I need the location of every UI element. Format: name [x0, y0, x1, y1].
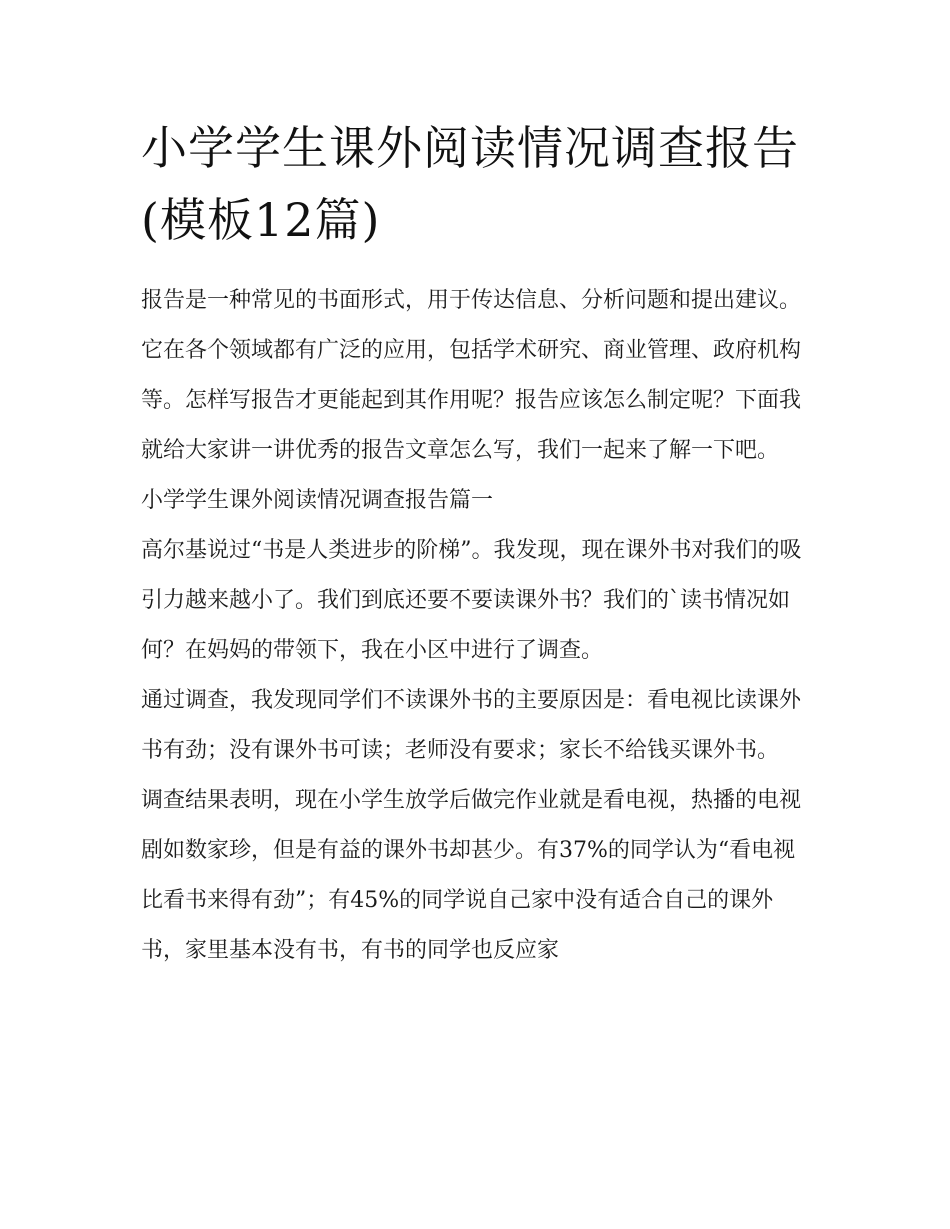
- body-paragraph-1: 高尔基说过“书是人类进步的阶梯”。我发现，现在课外书对我们的吸引力越来越小了。我们到底还要不要读课外书？我们的`读书情况如何？在妈妈的带领下，我在小区中进行了调查。: [141, 538, 802, 663]
- body-paragraph-2: 通过调查，我发现同学们不读课外书的主要原因是：看电视比读课外书有劲；没有课外书可读；老师没有要求；家长不给钱买课外书。: [141, 688, 802, 763]
- body-paragraph-3: 调查结果表明，现在小学生放学后做完作业就是看电视，热播的电视剧如数家珍，但是有益的课外书却甚少。有37%的同学认为“看电视比看书来得有劲”；有45%的同学说自己家中没有适合自己的课外书，家里基本没有书，有书的同学也反应家: [141, 788, 802, 963]
- intro-paragraph: 报告是一种常见的书面形式，用于传达信息、分析问题和提出建议。它在各个领域都有广泛的应用，包括学术研究、商业管理、政府机构等。怎样写报告才更能起到其作用呢？报告应该怎么制定呢？下面我就给大家讲一讲优秀的报告文章怎么写，我们一起来了解一下吧。: [141, 288, 802, 463]
- section-heading: 小学学生课外阅读情况调查报告篇一: [141, 488, 494, 513]
- document-body: [141, 276, 816, 976]
- document-title: 小学学生课外阅读情况调查报告(模板12篇): [141, 121, 799, 247]
- document-content: [141, 112, 816, 976]
